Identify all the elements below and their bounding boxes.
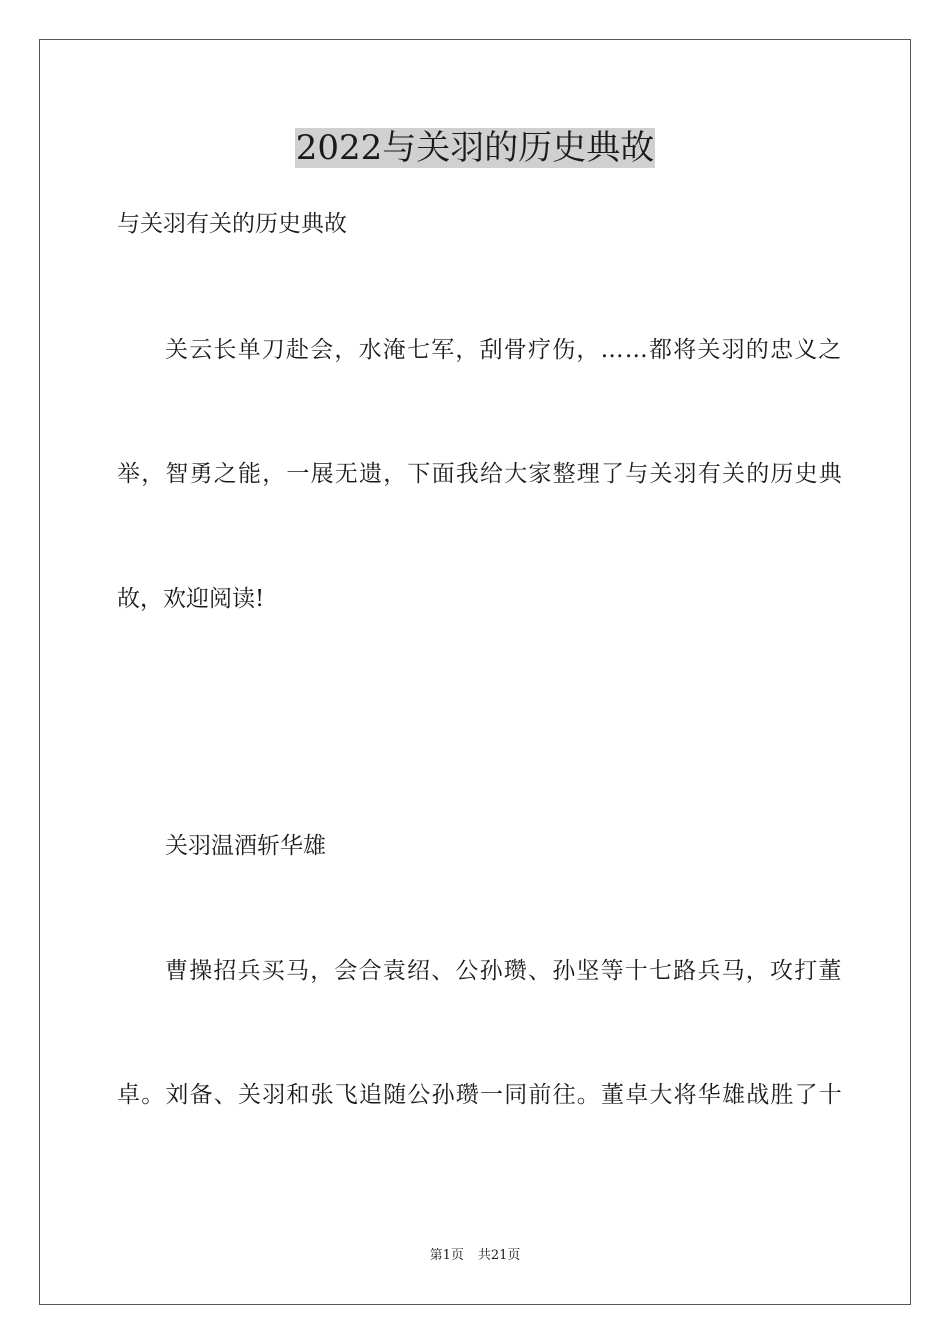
section-heading: 关羽温酒斩华雄 <box>165 833 326 859</box>
document-subtitle: 与关羽有关的历史典故 <box>117 211 347 237</box>
section-line-2: 卓。刘备、关羽和张飞追随公孙瓒一同前往。董卓大将华雄战胜了十 <box>117 1082 843 1108</box>
intro-line-1: 关云长单刀赴会，水淹七军，刮骨疗伤，……都将关羽的忠义之 <box>165 337 843 363</box>
document-title <box>0 126 950 170</box>
section-line-1: 曹操招兵买马，会合袁绍、公孙瓒、孙坚等十七路兵马，攻打董 <box>165 958 843 984</box>
intro-line-3: 故，欢迎阅读! <box>117 586 265 612</box>
page-footer <box>0 1247 950 1265</box>
page-number: 第1页 <box>429 1248 464 1263</box>
page-total: 共21页 <box>477 1248 521 1263</box>
intro-line-2: 举，智勇之能，一展无遗，下面我给大家整理了与关羽有关的历史典 <box>117 461 843 487</box>
document-title-text: 2022与关羽的历史典故 <box>295 128 655 168</box>
